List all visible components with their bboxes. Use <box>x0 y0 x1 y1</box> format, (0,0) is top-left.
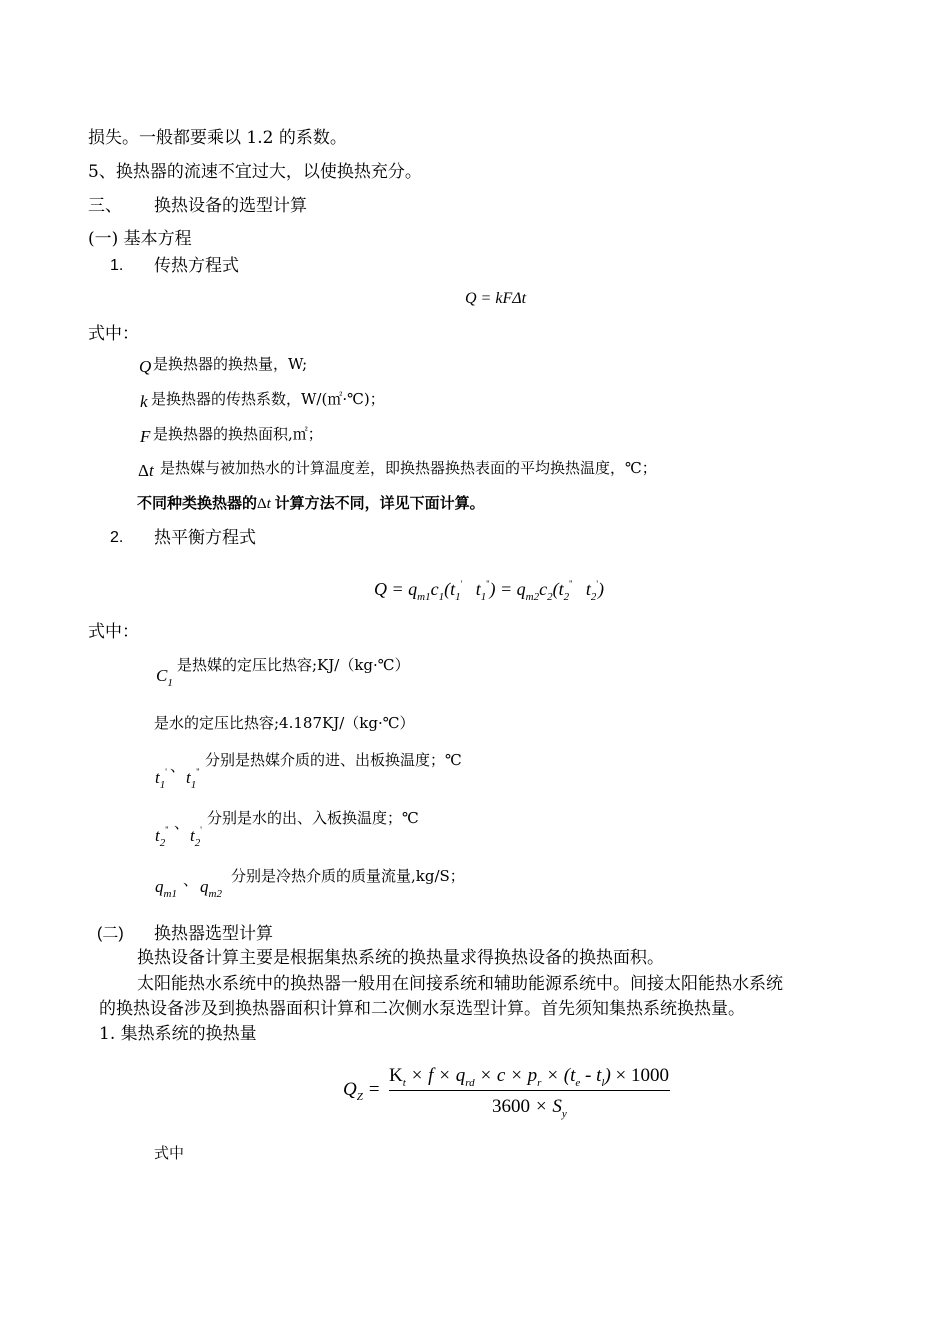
paragraph-line: 5、换热器的流速不宜过大，以使换热充分。 <box>88 162 422 182</box>
separator: 、 <box>170 757 186 775</box>
equation-heat-transfer: Q = kFΔt <box>465 290 527 307</box>
paragraph-line: 损失。一般都要乘以 1.2 的系数。 <box>88 128 347 148</box>
bold-note-part: 不同种类换热器的 <box>137 494 258 512</box>
paragraph-line: 太阳能热水系统中的换热器一般用在间接系统和辅助能源系统中。间接太阳能热水系统 <box>137 974 783 994</box>
paragraph-line: 的换热设备涉及到换热器面积计算和二次侧水泵选型计算。首先须知集热系统换热量。 <box>99 999 745 1019</box>
bold-note-part: 计算方法不同，详见下面计算。 <box>274 494 485 512</box>
section-number: 三、 <box>88 196 122 216</box>
equation-denominator: $3600 \times S_y$ <box>492 1096 567 1120</box>
variable-description: 是热媒的定压比热容;KJ/（kg·℃） <box>177 656 410 674</box>
separator: 、 <box>174 814 190 832</box>
fraction-bar <box>389 1090 670 1091</box>
list-number: 1. <box>110 257 124 274</box>
bold-note <box>137 493 485 514</box>
variable-description: 是换热器的传热系数，W/(㎡·℃)； <box>151 390 385 408</box>
where-label: 式中： <box>88 622 139 642</box>
symbol-Q: Q <box>139 357 152 376</box>
variable-description: 分别是冷热介质的质量流量,kg/S； <box>231 867 465 885</box>
equation-heat-balance: $Q = q_{m1}c_1(t_1'$ $t_1'') = q_{m2}c_2(t_2''$ $t_2'$) <box>374 579 604 603</box>
subsection-heading: (一) 基本方程 <box>88 229 192 249</box>
list-item-title: 热平衡方程式 <box>154 528 256 548</box>
subsection-heading: 换热器选型计算 <box>154 924 273 944</box>
variable-description: 是水的定压比热容;4.187KJ/（kg·℃） <box>154 714 415 732</box>
list-item-title: 传热方程式 <box>154 256 239 276</box>
variable-description: 是热媒与被加热水的计算温度差，即换热器换热表面的平均换热温度，℃； <box>160 459 657 477</box>
where-label: 式中 <box>154 1144 185 1162</box>
equation-numerator: $K_t \times f \times q_{rd} \times c \times p_r \times (t_e - t_l) \times 1000$ <box>389 1065 669 1089</box>
symbol-t2-out: $t_2''$ <box>155 825 169 849</box>
variable-description: 是换热器的换热量，W; <box>153 355 308 373</box>
separator: 、 <box>183 871 199 889</box>
symbol-F: F <box>140 427 151 446</box>
subsection-number: (二) <box>97 925 124 942</box>
symbol-delta-t: Δt <box>257 496 275 512</box>
symbol-delta-t: Δt <box>138 461 154 480</box>
paragraph-line: 换热设备计算主要是根据集热系统的换热量求得换热设备的换热面积。 <box>137 948 664 968</box>
symbol-t1-out: $t_1''$ <box>186 767 200 791</box>
list-number: 2. <box>110 529 124 546</box>
symbol-C1: $C_1$ <box>156 666 173 689</box>
variable-description: 分别是热媒介质的进、出板换温度；℃ <box>205 751 462 769</box>
symbol-k: k <box>140 392 148 411</box>
variable-description: 分别是水的出、入板换温度；℃ <box>207 809 419 827</box>
symbol-t1-in: $t_1'$ <box>155 767 167 791</box>
symbol-qm2: $q_{m2}$ <box>200 877 222 900</box>
symbol-qm1: $q_{m1}$ <box>155 877 177 900</box>
variable-description: 是换热器的换热面积,㎡； <box>153 425 323 443</box>
where-label: 式中： <box>88 324 139 344</box>
section-heading: 换热设备的选型计算 <box>154 196 307 216</box>
list-item-title: 1. 集热系统的换热量 <box>99 1024 257 1044</box>
equation-lhs: $Q_Z$ = <box>343 1079 381 1103</box>
symbol-t2-in: $t_2'$ <box>190 825 202 849</box>
